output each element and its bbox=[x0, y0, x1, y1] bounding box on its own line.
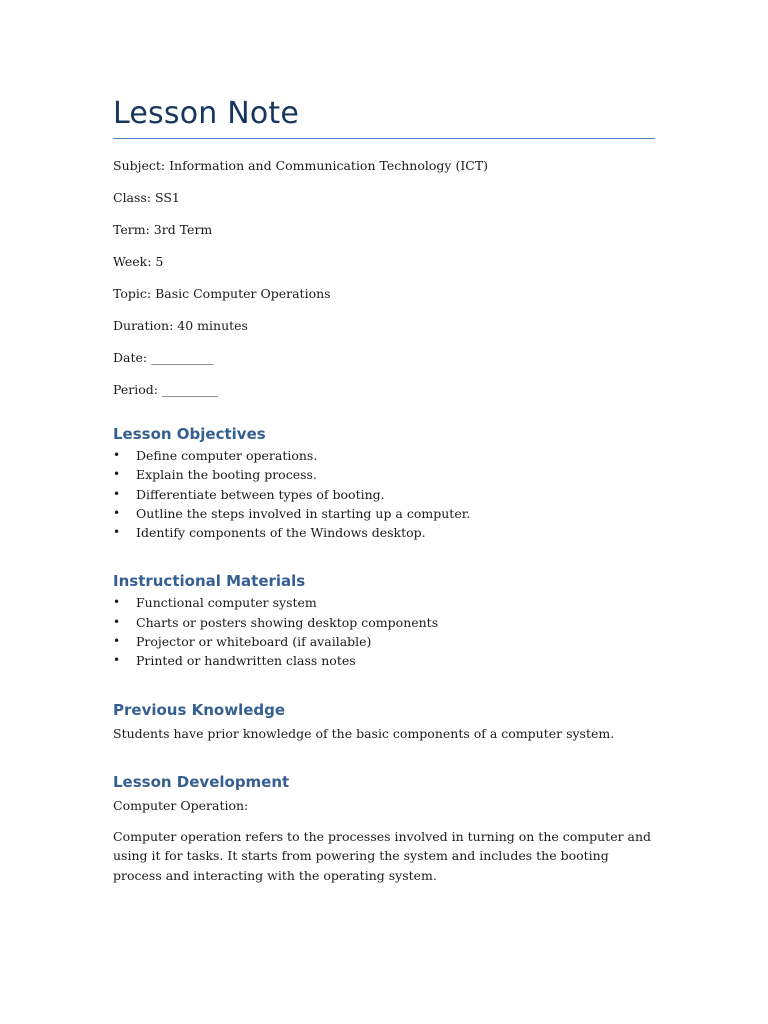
list-item-text: Explain the booting process. bbox=[136, 467, 317, 483]
section-lesson-development bbox=[113, 772, 655, 885]
list-item-text: Functional computer system bbox=[136, 595, 317, 611]
bullet-icon: • bbox=[113, 653, 121, 668]
meta-topic: Topic: Basic Computer Operations bbox=[113, 286, 331, 301]
list-item bbox=[113, 632, 655, 651]
materials-list bbox=[113, 593, 655, 670]
objectives-list bbox=[113, 446, 655, 542]
heading-materials: Instructional Materials bbox=[113, 572, 306, 591]
heading-lesson-development: Lesson Development bbox=[113, 773, 290, 792]
meta-week: Week: 5 bbox=[113, 254, 164, 269]
bullet-icon: • bbox=[113, 614, 121, 629]
meta-duration: Duration: 40 minutes bbox=[113, 318, 248, 333]
bullet-icon: • bbox=[113, 505, 121, 520]
meta-subject: Subject: Information and Communication Technology (ICT) bbox=[113, 158, 489, 173]
heading-objectives: Lesson Objectives bbox=[113, 425, 266, 443]
bullet-icon: • bbox=[113, 448, 121, 462]
title-underline bbox=[113, 138, 655, 139]
lesson-meta bbox=[113, 157, 655, 398]
document-content bbox=[113, 94, 655, 885]
list-item-text: Identify components of the Windows desktop. bbox=[136, 525, 426, 541]
bullet-icon: • bbox=[113, 634, 121, 649]
meta-date: Date: __________ bbox=[113, 350, 214, 365]
list-item bbox=[113, 504, 655, 523]
list-item bbox=[113, 593, 655, 612]
bullet-icon: • bbox=[113, 486, 121, 501]
meta-class: Class: SS1 bbox=[113, 190, 180, 205]
section-materials bbox=[113, 571, 655, 670]
list-item-text: Differentiate between types of booting. bbox=[136, 486, 385, 502]
document-title: Lesson Note bbox=[113, 96, 300, 131]
bullet-icon: • bbox=[113, 595, 121, 610]
section-previous-knowledge bbox=[113, 700, 655, 744]
development-text: Computer operation refers to the processes involved in turning on the computer and using it for tasks. It starts from powering the system and includes the booting process and interacting with the operating system. bbox=[113, 828, 652, 883]
development-subheading: Computer Operation: bbox=[113, 798, 249, 814]
list-item bbox=[113, 465, 655, 484]
list-item-text: Charts or posters showing desktop components bbox=[136, 614, 439, 630]
list-item-text: Define computer operations. bbox=[136, 448, 318, 463]
list-item-text: Printed or handwritten class notes bbox=[136, 653, 356, 669]
list-item bbox=[113, 446, 655, 465]
bullet-icon: • bbox=[113, 467, 121, 482]
list-item bbox=[113, 651, 655, 670]
section-objectives bbox=[113, 424, 655, 542]
meta-term: Term: 3rd Term bbox=[113, 222, 213, 237]
list-item bbox=[113, 485, 655, 504]
heading-previous-knowledge: Previous Knowledge bbox=[113, 700, 286, 719]
list-item-text: Projector or whiteboard (if available) bbox=[136, 634, 372, 650]
bullet-icon: • bbox=[113, 525, 121, 540]
meta-period: Period: _________ bbox=[113, 382, 219, 397]
list-item-text: Outline the steps involved in starting up a computer. bbox=[136, 505, 471, 521]
previous-knowledge-text: Students have prior knowledge of the basic components of a computer system. bbox=[113, 725, 615, 741]
list-item bbox=[113, 523, 655, 542]
list-item bbox=[113, 613, 655, 632]
